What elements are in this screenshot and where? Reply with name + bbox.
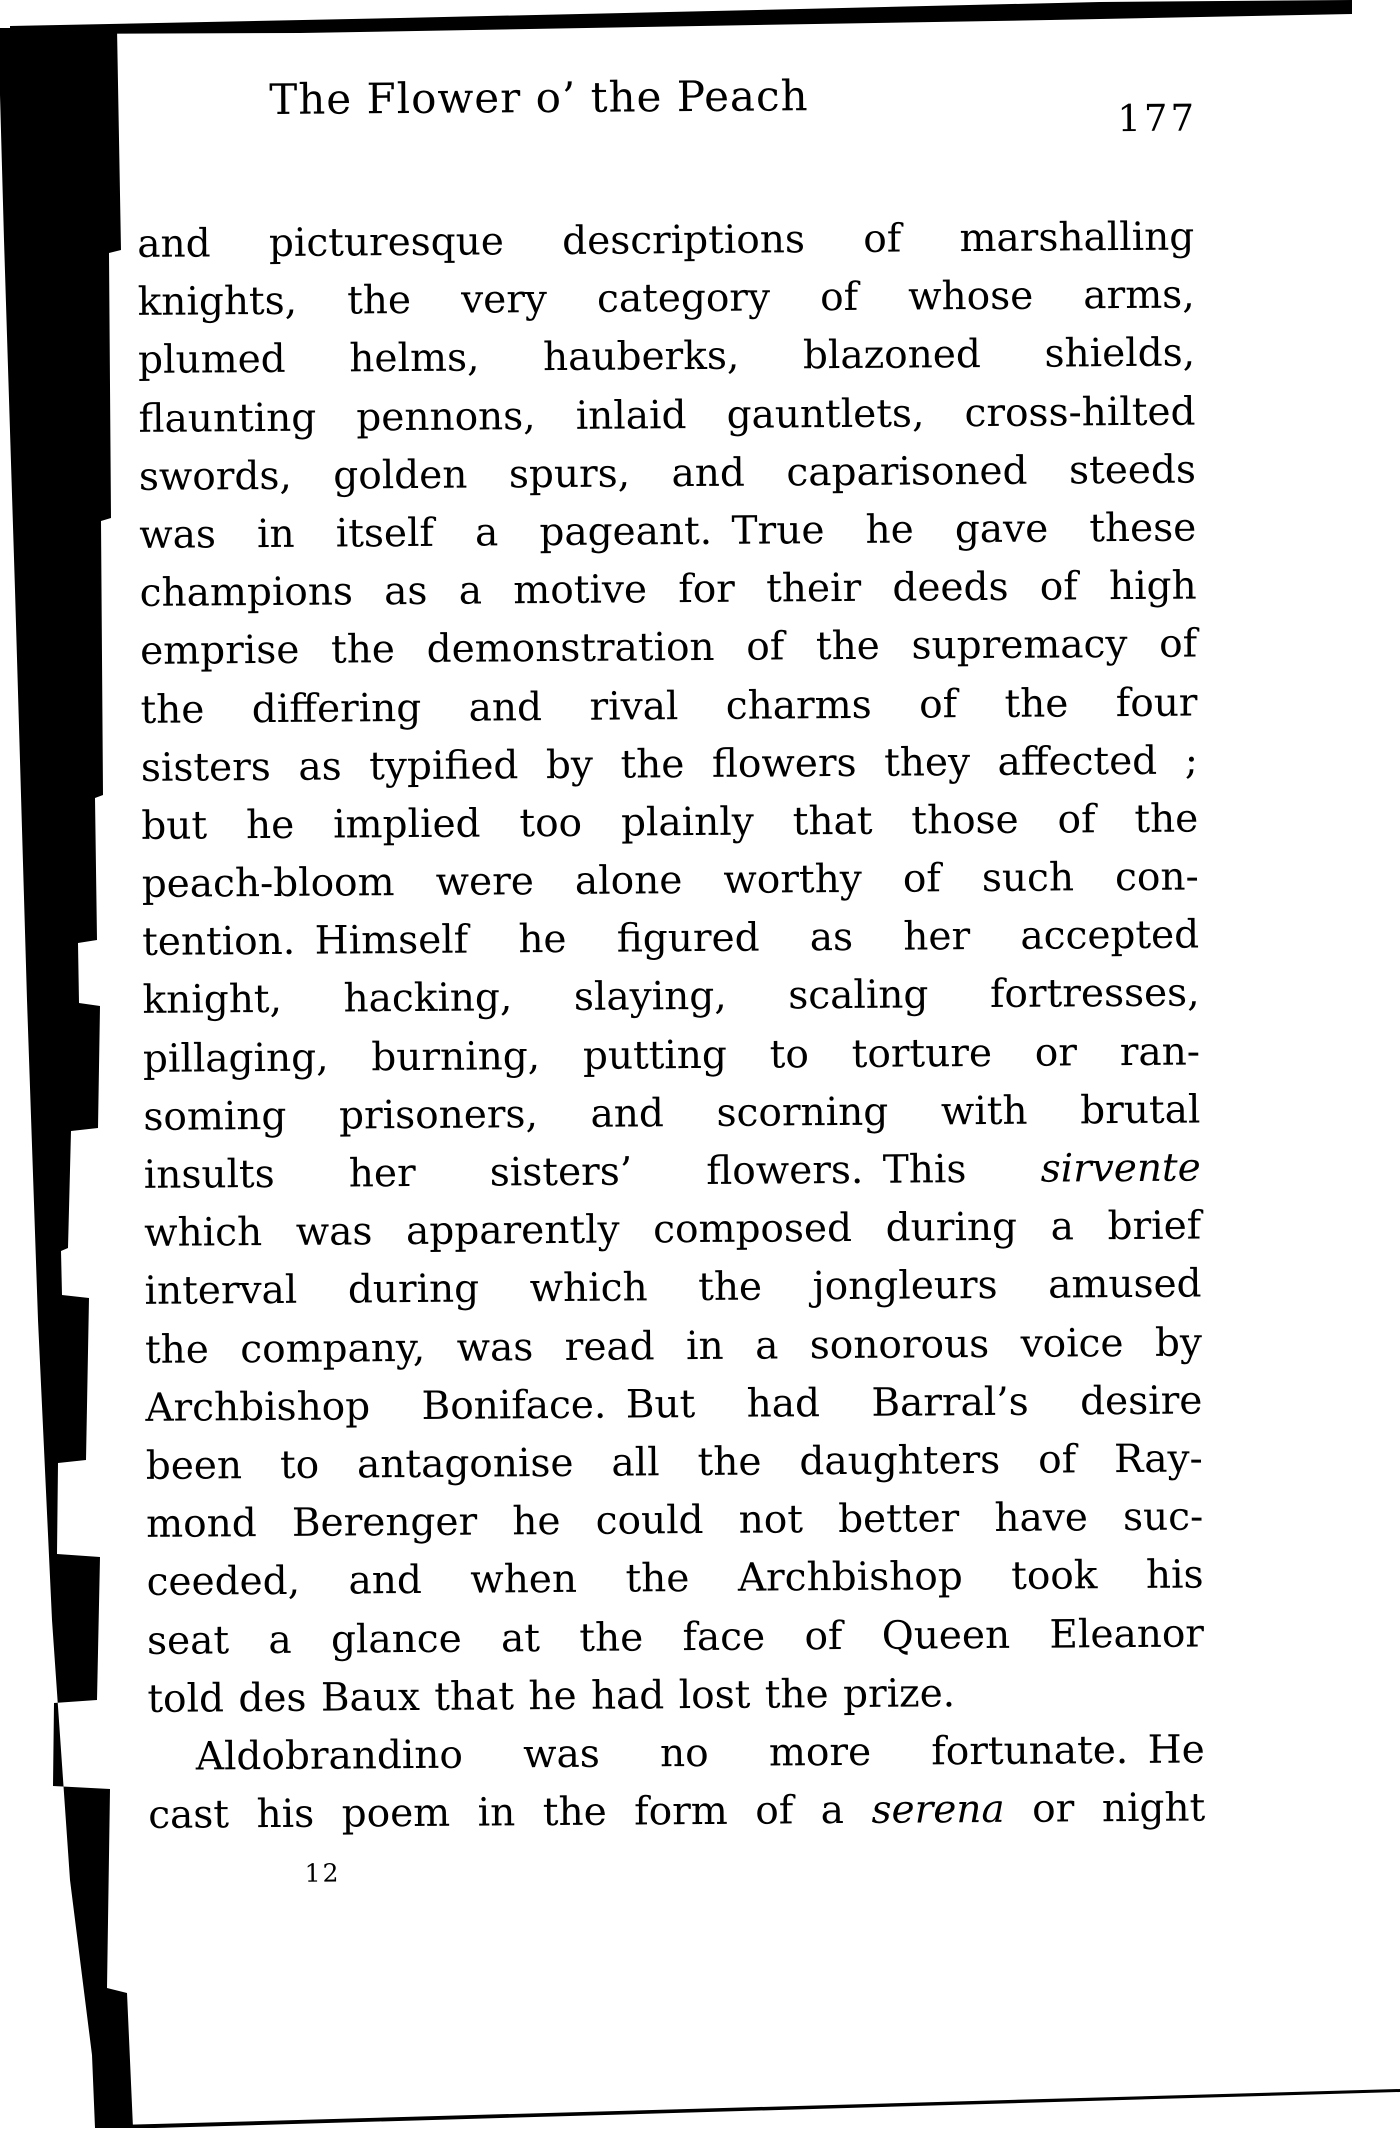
line-segment: cast his poem in the form of a (148, 1787, 872, 1838)
line-segment: and picturesque descriptions of marshalling (137, 214, 1195, 267)
text-line (137, 267, 1194, 333)
italic-term: serena (871, 1786, 1005, 1833)
text-line (148, 1780, 1205, 1846)
text-line (137, 209, 1194, 275)
text-line (139, 441, 1196, 507)
text-line (147, 1663, 1204, 1729)
line-segment: the company, was read in a sonorous voice by (144, 1320, 1203, 1373)
text-line (140, 674, 1197, 740)
text-line (148, 1721, 1205, 1787)
line-segment: mond Berenger he could not better have suc- (146, 1494, 1204, 1548)
line-segment: knights, the very category of whose arms, (137, 272, 1195, 326)
line-segment: swords, golden spurs, and caparisoned steeds (138, 447, 1197, 500)
line-segment: ceeded, and when the Archbishop took his (146, 1552, 1204, 1606)
line-segment: Archbishop Boniface. But had Barral’s desire (145, 1378, 1203, 1431)
text-line (146, 1489, 1203, 1555)
line-segment: seat a glance at the face of Queen Eleanor (146, 1610, 1205, 1664)
text-line (138, 325, 1195, 391)
text-line (138, 383, 1195, 449)
text-line (145, 1372, 1202, 1438)
line-segment: tention. Himself he figured as her accepted (141, 912, 1200, 966)
text-line (141, 732, 1198, 798)
line-segment: or night (1004, 1785, 1206, 1832)
line-segment: peach-bloom were alone worthy of such con- (141, 854, 1199, 907)
line-segment: soming prisoners, and scorning with brutal (143, 1087, 1201, 1140)
text-line (140, 616, 1197, 682)
body-text (137, 209, 1205, 1846)
text-line (144, 1256, 1201, 1322)
running-header-title: The Flower o’ the Peach (269, 71, 809, 124)
italic-term: sirvente (1040, 1145, 1201, 1192)
line-segment: emprise the demonstration of the supremacy of (139, 621, 1198, 675)
line-segment: plumed helms, hauberks, blazoned shields, (137, 330, 1196, 384)
line-segment: was in itself a pageant. True he gave these (139, 505, 1197, 558)
line-segment: champions as a motive for their deeds of high (139, 563, 1197, 617)
text-line (142, 965, 1199, 1031)
text-line (146, 1430, 1203, 1496)
text-line (147, 1605, 1204, 1671)
line-segment: Aldobrandino was no more fortunate. He (195, 1727, 1205, 1780)
text-line (143, 1023, 1200, 1089)
text-line (141, 790, 1198, 856)
line-segment: the differing and rival charms of the four (140, 680, 1198, 733)
text-line (145, 1314, 1202, 1380)
page-number: 177 (1117, 96, 1198, 141)
line-segment: knight, hacking, slaying, scaling fortresses, (142, 970, 1200, 1024)
text-line (144, 1198, 1201, 1264)
line-segment: sisters as typified by the flowers they affected ; (140, 738, 1199, 791)
line-segment: interval during which the jongleurs amused (144, 1261, 1202, 1315)
text-line (142, 907, 1199, 973)
text-line (146, 1547, 1203, 1613)
line-segment: flaunting pennons, inlaid gauntlets, cross-hilted (138, 389, 1196, 442)
line-segment: insults her sisters’ flowers. This (143, 1146, 1041, 1198)
text-line (140, 558, 1197, 624)
line-segment: been to antagonise all the daughters of Ray- (145, 1436, 1203, 1489)
line-segment: which was apparently composed during a brief (144, 1203, 1202, 1257)
line-segment: told des Baux that he had lost the prize. (147, 1670, 956, 1722)
line-segment: but he implied too plainly that those of the (141, 796, 1199, 849)
text-line (144, 1140, 1201, 1206)
line-segment: pillaging, burning, putting to torture or ran- (142, 1029, 1201, 1082)
signature-mark: 12 (304, 1858, 341, 1888)
text-line (142, 849, 1199, 915)
text-line (143, 1081, 1200, 1147)
text-line (139, 499, 1196, 565)
